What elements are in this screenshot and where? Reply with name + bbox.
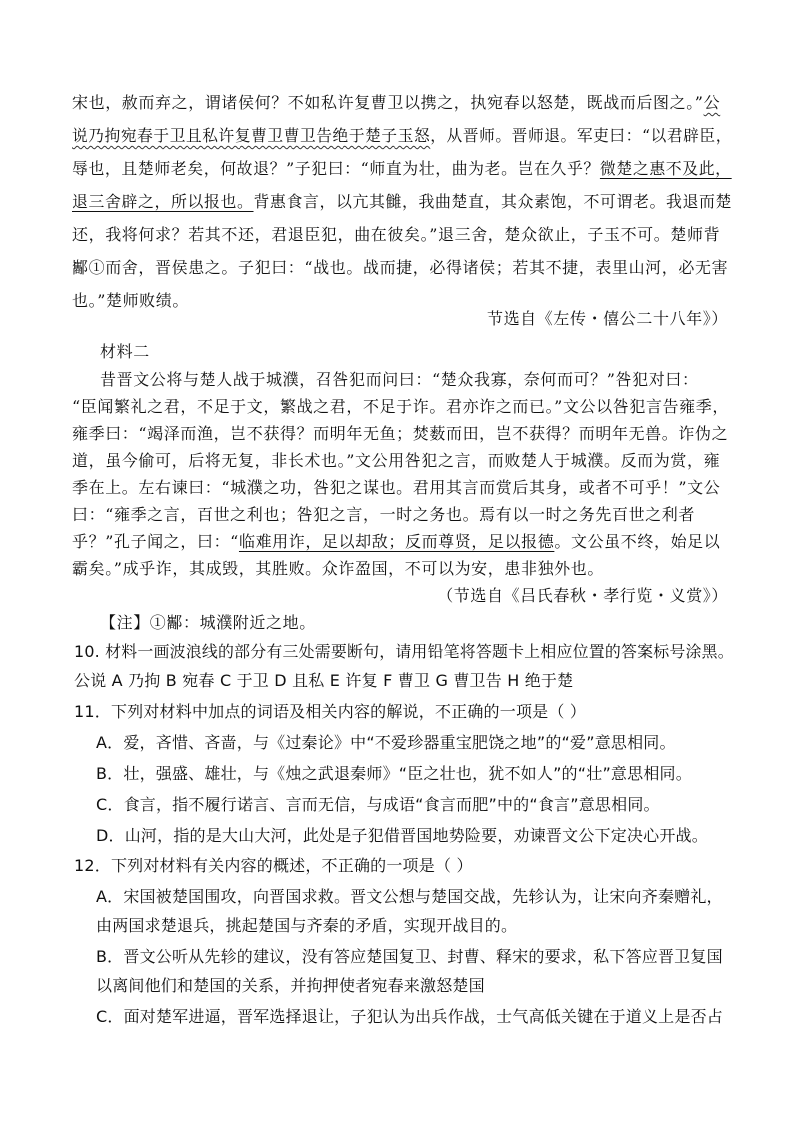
m2-line-8: 霸矣。”成乎诈，其成毁，其胜败。众诈盈国，不可以为安，患非独外也。 <box>72 559 604 578</box>
m2-line-4: 道，虽今偷可，后将无复，非长术也。”文公用咎犯之言，而败楚人于城濮。反而为赏，雍 <box>72 451 721 470</box>
m2-heading: 材料二 <box>100 342 150 361</box>
m1-line-3: 辱也，且楚师老矣，何故退？”子犯曰：“师直为壮，曲为老。岂在久乎？微楚之惠不及此， <box>72 159 732 178</box>
m1-line-5: 还，我将何求？若其不还，君退臣犯，曲在彼矣。”退三舍，楚众欲止，子玉不可。楚师背 <box>72 225 721 244</box>
question-10: 10. 材料一画波浪线的部分有三处需要断句，请用铅笔将答题卡上相应位置的答案标号涂黑。 <box>74 642 734 661</box>
m1-line-1: 宋也，赦而弃之，谓诸侯何？不如私许复曹卫以携之，执宛春以怒楚，既战而后图之。”公 <box>72 93 721 112</box>
m1-line-7: 也。”楚师败绩。 <box>72 291 189 310</box>
question-10-options: 公说 A 乃拘 B 宛春 C 于卫 D 且私 E 许复 F 曹卫 G 曹卫告 H 绝于楚 <box>74 671 574 690</box>
question-11-option-a: A．爱，吝惜、吝啬，与《过秦论》中“不爱珍器重宝肥饶之地”的“爱”意思相同。 <box>96 733 676 752</box>
m2-line-1: 昔晋文公将与楚人战于城濮，召咎犯而问曰：“楚众我寡，奈何而可？”咎犯对曰： <box>100 370 699 389</box>
m2-line-7: 乎？”孔子闻之，曰：“临难用诈，足以却敌；反而尊贤，足以报德。文公虽不终，始足以 <box>72 532 721 551</box>
m2-line-3: 雍季曰：“竭泽而渔，岂不获得？而明年无鱼；焚薮而田，岂不获得？而明年无兽。诈伪之 <box>72 424 729 443</box>
question-12-option-b-line-1: B．晋文公听从先轸的建议，没有答应楚国复卫、封曹、释宋的要求，私下答应晋卫复国 <box>96 947 723 966</box>
question-12: 12．下列对材料有关内容的概述，不正确的一项是（ ） <box>74 856 473 875</box>
annotation-note: 【注】①酅：城濮附近之地。 <box>100 613 316 632</box>
m1-line-2: 说乃拘宛春于卫且私许复曹卫曹卫告绝于楚子玉怒，从晋师。晋师退。军吏曰：“以君辟臣， <box>72 126 733 145</box>
question-11: 11．下列对材料中加点的词语及相关内容的解说，不正确的一项是（ ） <box>74 702 587 721</box>
underlined-quote: 临难用诈，足以却敌；反而尊贤，足以报德 <box>238 532 555 551</box>
question-12-option-a-line-2: 由两国求楚退兵，挑起楚国与齐秦的矛盾，实现开战目的。 <box>96 916 518 935</box>
question-12-option-a-line-1: A．宋国被楚国围攻，向晋国求救。晋文公想与楚国交战，先轸认为，让宋向齐秦赠礼， <box>96 887 723 906</box>
m2-line-6: 曰：“雍季之言，百世之利也；咎犯之言，一时之务也。焉有以一时之务先百世之利者 <box>72 505 695 524</box>
m2-line-5: 季在上。左右谏曰：“城濮之功，咎犯之谋也。君用其言而赏后其身，或者不可乎！”文公 <box>72 478 721 497</box>
question-11-option-c: C．食言，指不履行诺言、言而无信，与成语“食言而肥”中的“食言”意思相同。 <box>96 795 660 814</box>
m1-line-6: 酅①而舍，晋侯患之。子犯曰：“战也。战而捷，必得诸侯；若其不捷，表里山河，必无害 <box>72 258 729 277</box>
question-11-option-b: B．壮，强盛、雄壮，与《烛之武退秦师》“臣之壮也，犹不如人”的“壮”意思相同。 <box>96 764 692 783</box>
m1-line-4: 退三舍辟之，所以报也。背惠食言，以亢其雠，我曲楚直，其众素饱，不可谓老。我退而楚 <box>72 192 733 211</box>
m2-source: （节选自《吕氏春秋・孝行览・义赏》） <box>437 586 728 605</box>
m2-line-2: “臣闻繁礼之君，不足于文，繁战之君，不足于诈。君亦诈之而已。”文公以咎犯言告雍季， <box>72 397 729 416</box>
question-12-option-c-line-1: C．面对楚军进逼，晋军选择退让，子犯认为出兵作战，士气高低关键在于道义上是否占 <box>96 1007 723 1026</box>
question-12-option-b-line-2: 以离间他们和楚国的关系，并拘押使者宛春来激怒楚国 <box>96 976 485 995</box>
m1-source: 节选自《左传・僖公二十八年》） <box>486 309 728 328</box>
wavy-underline-passage: 说乃拘宛春于卫且私许复曹卫曹卫告绝于楚子玉怒 <box>72 126 431 145</box>
question-11-option-d: D．山河，指的是大山大河，此处是子犯借晋国地势险要，劝谏晋文公下定决心开战。 <box>96 826 708 845</box>
